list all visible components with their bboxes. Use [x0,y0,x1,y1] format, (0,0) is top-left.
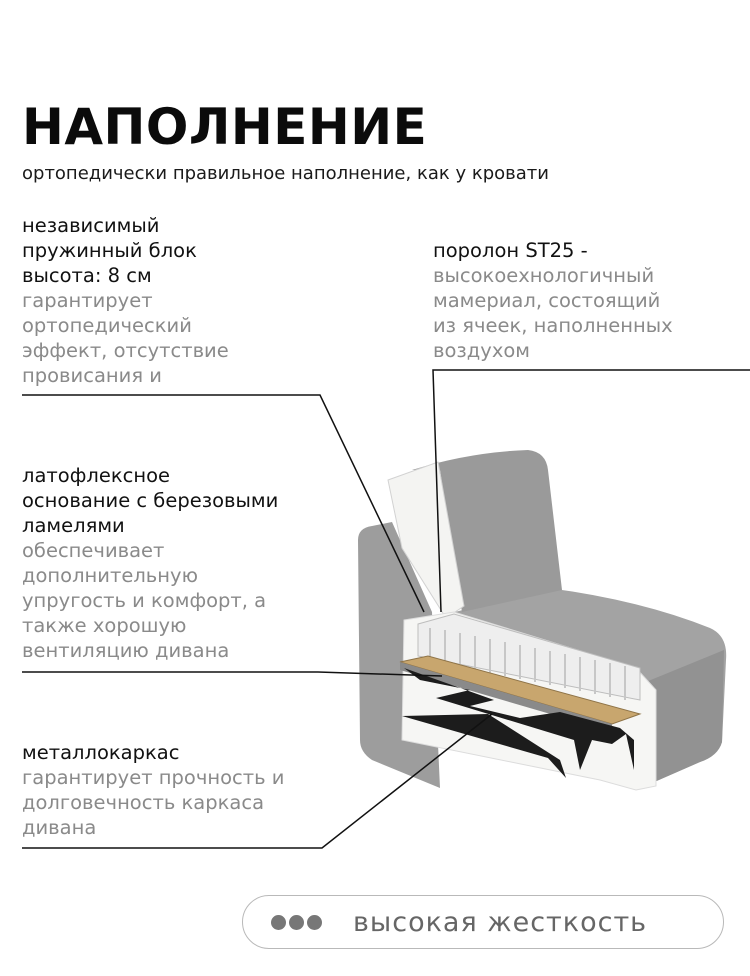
stiffness-dot [307,915,322,930]
foam-leader-line [433,370,750,612]
text-line: долговечность каркаса [22,791,265,814]
text-line: пружинный блок [22,239,197,262]
text-line: металлокаркас [22,741,180,764]
text-line: также хорошую [22,614,187,637]
stiffness-label: высокая жесткость [353,906,648,938]
text-line: дивана [22,816,97,839]
stiffness-dot [289,915,304,930]
page-title: НАПОЛНЕНИЕ [22,98,428,156]
text-line: из ячеек, наполненных [433,314,673,337]
text-line: высота: 8 см [22,264,152,287]
text-line: воздухом [433,339,530,362]
text-line: упругость и комфорт, а [22,589,267,612]
text-line: гарантирует [22,289,153,312]
stiffness-dot [271,915,286,930]
text-line: независимый [22,214,160,237]
text-line: высокоехнологичный [433,264,655,287]
page-subtitle: ортопедически правильное наполнение, как у кровати [22,163,549,184]
text-line: эффект, отсутствие [22,339,229,362]
text-line: латофлексное [22,464,171,487]
text-line: ламелями [22,514,125,537]
lattoflex-leader-line [22,672,442,676]
stiffness-badge [242,895,724,949]
text-line: поролон ST25 - [433,239,588,262]
stiffness-dots [271,915,325,930]
text-line: вентиляцию дивана [22,639,230,662]
text-line: обеспечивает [22,539,165,562]
text-line: провисания и [22,364,162,387]
frame-leader-line [22,714,492,848]
text-line: дополнительную [22,564,198,587]
springs-leader-line [22,395,424,612]
text-line: основание с березовыми [22,489,279,512]
text-line: ортопедический [22,314,192,337]
text-line: мамериал, состоящий [433,289,661,312]
text-line: гарантирует прочность и [22,766,285,789]
